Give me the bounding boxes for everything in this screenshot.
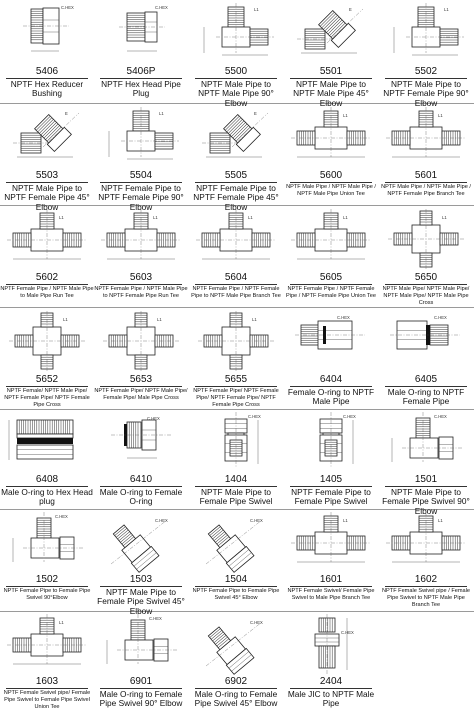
part-description: NPTF Female Pipe to Female Pipe Swivel 45° Elbow	[192, 588, 280, 601]
caption-rule	[100, 386, 182, 387]
fitting-card	[284, 410, 378, 510]
fitting-card	[0, 612, 94, 717]
part-number: 5406	[35, 66, 59, 77]
oring-swivel-90-elbow-icon	[97, 614, 185, 674]
caption-rule	[385, 586, 467, 587]
part-number: 5600	[319, 170, 343, 181]
part-number: 6902	[224, 676, 248, 687]
svg-text:C.HEX: C.HEX	[343, 414, 356, 419]
svg-text:C.HEX: C.HEX	[155, 5, 168, 10]
fitting-card	[94, 206, 188, 308]
fitting-card	[189, 0, 283, 108]
part-description: NPTF Female Pipe / NPTF Male Pipe to Male Pipe Run Tee	[0, 286, 94, 299]
male-pipe-90-elbow-icon	[192, 2, 280, 64]
swivel-45-elbow-icon	[97, 512, 185, 572]
part-description: NPTF Female Pipe/ NPTF Male Pipe/ Female Pipe/ Male Pipe Cross	[94, 388, 188, 401]
part-description: NPTF Male Pipe / NPTF Male Pipe / NPTF Female Pipe Branch Tee	[381, 184, 471, 197]
swivel-union-tee-icon	[3, 614, 91, 674]
fitting-card	[284, 0, 378, 108]
part-description: NPTF Hex Head Pipe Plug	[101, 79, 181, 99]
caption-rule	[6, 386, 88, 387]
fitting-card	[379, 206, 473, 308]
oring-adapter-icon	[97, 412, 185, 472]
svg-text:L1: L1	[343, 215, 348, 220]
svg-text:L1: L1	[159, 111, 164, 116]
part-number: 5650	[414, 272, 438, 283]
part-number: 1602	[414, 574, 438, 585]
oring-swivel-45-elbow-icon	[192, 614, 280, 674]
svg-text:L1: L1	[438, 518, 443, 523]
svg-text:E: E	[254, 111, 257, 116]
part-number: 1404	[224, 474, 248, 485]
svg-text:C.HEX: C.HEX	[147, 416, 160, 421]
part-number: 1504	[224, 574, 248, 585]
svg-text:L1: L1	[59, 215, 64, 220]
fitting-card	[0, 308, 94, 410]
part-description: NPTF Male Pipe/ NPTF Male Pipe/ NPTF Male Pipe/ NPTF Male Pipe Cross	[382, 286, 470, 306]
female-female-90-elbow-icon	[97, 106, 185, 168]
part-description: Male O-ring to Female Pipe Swivel 45° Elbow	[194, 689, 278, 709]
part-description: NPTF Female Pipe to Female Pipe Swivel 90°Elbow	[3, 588, 91, 601]
part-description: NPTF Male Pipe to NPTF Female Pipe 45° Elbow	[4, 183, 90, 212]
svg-text:C.HEX: C.HEX	[61, 5, 74, 10]
svg-text:C.HEX: C.HEX	[155, 518, 168, 523]
part-number: 6408	[35, 474, 59, 485]
male-union-tee-icon	[287, 106, 375, 168]
fitting-card	[0, 206, 94, 308]
fitting-card	[379, 308, 473, 410]
svg-text:C.HEX: C.HEX	[55, 514, 68, 519]
part-description: NPTF Female Pipe to Female Pipe Swivel	[291, 487, 371, 507]
fitting-card	[94, 0, 188, 104]
part-description: NPTF Female Swivel pipe/ Female Pipe Swivel to Female Pipe Swivel Union Tee	[3, 690, 91, 710]
svg-text:C.HEX: C.HEX	[337, 315, 350, 320]
male-pipe-swivel-icon	[192, 412, 280, 472]
fitting-card	[189, 510, 283, 612]
svg-text:C.HEX: C.HEX	[434, 414, 447, 419]
male-oring-female-pipe-icon	[382, 310, 470, 372]
male-female-45-elbow-icon	[3, 106, 91, 168]
caption-rule	[6, 586, 88, 587]
female-swivel-45-elbow-icon	[192, 512, 280, 572]
fitting-card	[94, 510, 188, 616]
hex-reducer-bushing-icon	[3, 2, 91, 64]
part-description: NPTF Female Pipe to NPTF Female Pipe 90° Elbow	[98, 183, 184, 212]
fitting-card	[379, 104, 473, 206]
fitting-card	[189, 104, 283, 212]
female-swivel-90-elbow-icon	[3, 512, 91, 572]
part-number: 1503	[129, 574, 153, 585]
svg-text:L1: L1	[63, 317, 68, 322]
part-number: 5603	[129, 272, 153, 283]
part-description: NPTF Male Pipe to NPTF Male Pipe 90° Elbow	[198, 79, 274, 108]
part-number: 5653	[129, 374, 153, 385]
part-number: 5503	[35, 170, 59, 181]
caption-rule	[385, 284, 467, 285]
part-description: Male O-ring to Female Pipe Swivel 90° Elbow	[99, 689, 183, 709]
female-pipe-swivel-icon	[287, 412, 375, 472]
svg-text:L1: L1	[438, 113, 443, 118]
jic-male-pipe-icon	[287, 614, 375, 674]
part-description: Female O-ring to NPTF Male Pipe	[287, 387, 375, 407]
part-description: NPTF Male Pipe to NPTF Male Pipe 45° Elbow	[293, 79, 369, 108]
swivel-male-branch-tee-icon	[382, 512, 470, 572]
fitting-card	[94, 612, 188, 717]
female-union-tee-icon	[287, 208, 375, 270]
fitting-card	[94, 104, 188, 212]
fitting-card	[379, 510, 473, 612]
part-number: 5655	[224, 374, 248, 385]
part-number: 2404	[319, 676, 343, 687]
svg-text:L1: L1	[157, 317, 162, 322]
part-description: NPTF Male Pipe to Female Pipe Swivel 45° Elbow	[97, 587, 185, 616]
part-number: 6404	[319, 374, 343, 385]
part-number: 5502	[414, 66, 438, 77]
caption-rule	[195, 386, 277, 387]
part-number: 5501	[319, 66, 343, 77]
svg-text:C.HEX: C.HEX	[250, 620, 263, 625]
part-description: Male O-ring to Hex Head plug	[1, 487, 93, 507]
part-number: 5505	[224, 170, 248, 181]
part-number: 1405	[319, 474, 343, 485]
part-number: 6410	[129, 474, 153, 485]
caption-rule	[195, 284, 277, 285]
fitting-card	[189, 612, 283, 717]
caption-rule	[290, 182, 372, 183]
part-description: Male O-ring to Female O-ring	[99, 487, 183, 507]
svg-text:L1: L1	[153, 215, 158, 220]
svg-text:L1: L1	[254, 7, 259, 12]
svg-text:C.HEX: C.HEX	[149, 616, 162, 621]
part-description: NPTF Female Swivel pipe / Female Pipe Swivel to NPTF Male Pipe Branch Tee	[382, 588, 470, 608]
caption-rule	[290, 284, 372, 285]
part-description: NPTF Female Pipe/ NPTF Female Pipe/ NPTF Female Pipe/ NPTF Female Pipe Cross	[193, 388, 279, 408]
hex-head-pipe-plug-icon	[97, 2, 185, 64]
part-description: NPTF Male Pipe to Female Pipe Swivel 90° Elbow	[382, 487, 470, 516]
svg-text:L1: L1	[59, 620, 64, 625]
caption-rule	[6, 688, 88, 689]
swivel-branch-tee-icon	[287, 512, 375, 572]
fitting-card	[189, 308, 283, 410]
male-pipe-45-elbow-icon	[287, 2, 375, 64]
part-description: NPTF Female Pipe to NPTF Female Pipe 45° Elbow	[193, 183, 279, 212]
part-number: 5602	[35, 272, 59, 283]
svg-text:C.HEX: C.HEX	[341, 630, 354, 635]
part-description: Male O-ring to NPTF Female Pipe	[387, 387, 465, 407]
female-cross-icon	[192, 310, 280, 372]
part-number: 6901	[129, 676, 153, 687]
part-number: 5500	[224, 66, 248, 77]
svg-text:L1: L1	[343, 518, 348, 523]
part-description: NPTF Female Pipe / NPTF Female Pipe to NPTF Male Pipe Branch Tee	[191, 286, 281, 299]
svg-text:L1: L1	[248, 215, 253, 220]
female-branch-tee-icon	[192, 208, 280, 270]
fitting-card	[284, 510, 378, 612]
svg-text:C.HEX: C.HEX	[434, 315, 447, 320]
part-number: 5504	[129, 170, 153, 181]
part-number: 5604	[224, 272, 248, 283]
mixed-cross-icon	[3, 310, 91, 372]
part-number: 1501	[414, 474, 438, 485]
part-number: 5601	[414, 170, 438, 181]
part-description: NPTF Male Pipe to Female Pipe Swivel	[199, 487, 273, 507]
fitting-card	[284, 206, 378, 308]
run-tee-icon	[3, 208, 91, 270]
fitting-card	[94, 308, 188, 410]
svg-text:L1: L1	[343, 113, 348, 118]
branch-tee-icon	[382, 106, 470, 168]
fitting-card	[0, 510, 94, 612]
alternating-cross-icon	[97, 310, 185, 372]
svg-text:L1: L1	[444, 7, 449, 12]
part-description: Male JIC to NPTF Male Pipe	[287, 689, 375, 709]
part-description: NPTF Female Swivel/ Female Pipe Swivel to Male Pipe Branch Tee	[287, 588, 375, 601]
male-female-90-elbow-icon	[382, 2, 470, 64]
fitting-card	[0, 0, 94, 104]
svg-text:C.HEX: C.HEX	[250, 518, 263, 523]
fitting-card	[0, 104, 94, 212]
male-cross-icon	[382, 208, 470, 270]
female-female-45-elbow-icon	[192, 106, 280, 168]
part-number: 5605	[319, 272, 343, 283]
part-description: NPTF Male Pipe to NPTF Female Pipe 90° Elbow	[383, 79, 469, 108]
fitting-card	[379, 0, 473, 108]
female-run-tee-icon	[97, 208, 185, 270]
fitting-card	[284, 612, 378, 717]
part-description: NPTF Hex Reducer Bushing	[10, 79, 84, 99]
swivel-90-elbow-icon	[382, 412, 470, 472]
fitting-card	[0, 410, 94, 510]
fitting-card	[189, 206, 283, 308]
fitting-card	[284, 308, 378, 410]
part-description: NPTF Male Pipe / NPTF Male Pipe / NPTF Male Pipe Union Tee	[286, 184, 376, 197]
part-description: NPTF Female Pipe / NPTF Male Pipe to NPTF Female Pipe Run Tee	[94, 286, 188, 299]
fitting-card	[379, 410, 473, 516]
part-description: NPTF Female/ NPTF Male Pipe/ NPTF Female Pipe/ NPTF Female Pipe Cross	[4, 388, 90, 408]
fitting-card	[94, 410, 188, 510]
svg-text:E: E	[349, 7, 352, 12]
part-number: 1601	[319, 574, 343, 585]
part-number: 5406P	[126, 66, 156, 77]
female-oring-male-pipe-icon	[287, 310, 375, 372]
svg-text:L1: L1	[252, 317, 257, 322]
part-number: 1502	[35, 574, 59, 585]
svg-text:C.HEX: C.HEX	[248, 414, 261, 419]
caption-rule	[100, 284, 182, 285]
part-number: 1603	[35, 676, 59, 687]
svg-text:E: E	[65, 111, 68, 116]
part-number: 5652	[35, 374, 59, 385]
caption-rule	[290, 586, 372, 587]
part-number: 6405	[414, 374, 438, 385]
caption-rule	[385, 182, 467, 183]
fitting-card	[284, 104, 378, 206]
part-description: NPTF Female Pipe / NPTF Female Pipe / NPTF Female Pipe Union Tee	[285, 286, 377, 299]
oring-hex-plug-icon	[3, 412, 91, 472]
fitting-card	[189, 410, 283, 510]
caption-rule	[6, 284, 88, 285]
svg-text:L1: L1	[442, 215, 447, 220]
caption-rule	[195, 586, 277, 587]
